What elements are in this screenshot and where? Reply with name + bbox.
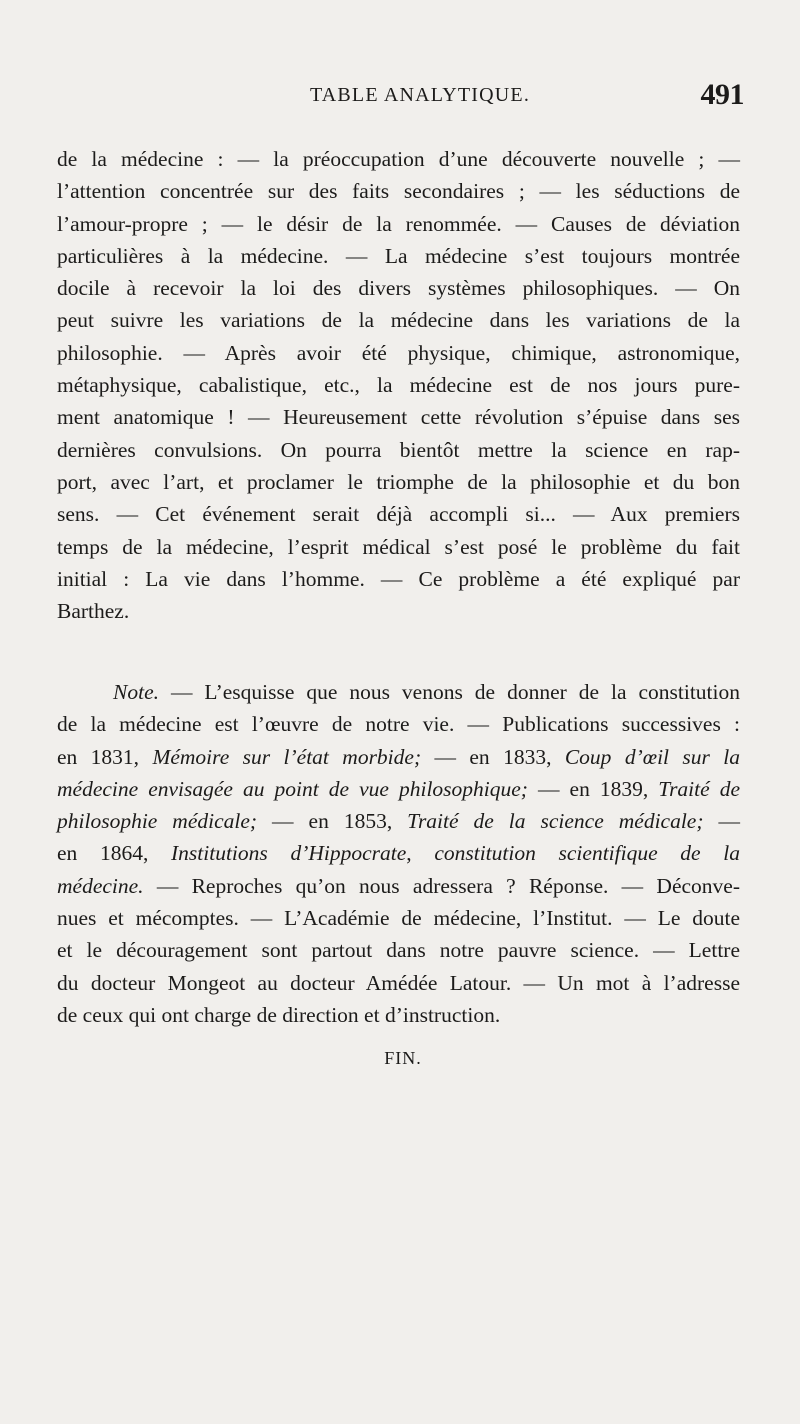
publication-title: Institutions d’Hippocrate	[171, 841, 407, 866]
page-number: 491	[700, 78, 744, 111]
note-line: nues et mécomptes. — L’Académie de médecine, l’Institut. — Le doute	[57, 906, 740, 931]
main-paragraph	[57, 143, 740, 627]
note-line	[57, 773, 740, 805]
publication-title: Coup d’œil sur la	[564, 744, 741, 769]
note-text: — Reproches qu’on nous adressera ? Réponse. — Déconve-	[143, 873, 740, 898]
end-mark: FIN.	[384, 1048, 422, 1068]
text-line: l’amour-propre ; — le désir de la renommée. — Causes de déviation	[57, 211, 740, 236]
publication-title: médecine.	[57, 873, 144, 898]
text-line: Barthez.	[57, 599, 130, 624]
text-line: docile à recevoir la loi des divers systèmes philosophiques. — On	[57, 276, 740, 301]
note-line	[57, 837, 740, 869]
note-text: —	[703, 809, 740, 834]
note-line	[57, 805, 740, 837]
publication-title: Traité de la science médicale;	[407, 809, 704, 834]
publication-title: Traité de	[658, 776, 741, 801]
publication-title: philosophie médicale;	[57, 809, 258, 834]
page-header	[0, 80, 800, 120]
note-text: en 1864,	[57, 841, 172, 866]
note-text: ,	[406, 841, 435, 866]
note-text: — en 1833,	[421, 744, 565, 769]
text-line: particulières à la médecine. — La médecine s’est toujours montrée	[57, 243, 740, 268]
text-line: l’attention concentrée sur des faits secondaires ; — les séductions de	[57, 179, 740, 204]
note-line	[57, 741, 740, 773]
text-line: métaphysique, cabalistique, etc., la médecine est de nos jours pure-	[57, 373, 740, 398]
text-line: initial : La vie dans l’homme. — Ce problème a été expliqué par	[57, 566, 740, 591]
note-text: — L’esquisse que nous venons de donner de la constitution	[158, 680, 740, 704]
note-line: de ceux qui ont charge de direction et d’instruction.	[57, 1002, 501, 1027]
text-line: peut suivre les variations de la médecine dans les variations de la	[57, 308, 740, 333]
note-line: et le découragement sont partout dans notre pauvre science. — Lettre	[57, 938, 740, 963]
note-line	[57, 870, 740, 902]
text-line: ment anatomique ! — Heureusement cette révolution s’épuise dans ses	[57, 405, 740, 430]
text-line: port, avec l’art, et proclamer le triomphe de la philosophie et du bon	[57, 469, 740, 494]
text-line: dernières convulsions. On pourra bientôt mettre la science en rap-	[57, 437, 740, 462]
note-line: du docteur Mongeot au docteur Amédée Latour. — Un mot à l’adresse	[57, 970, 740, 995]
note-label: Note.	[113, 680, 159, 704]
text-line: sens. — Cet événement serait déjà accompli si... — Aux premiers	[57, 502, 740, 527]
publication-title: médecine envisagée au point de vue philosophique;	[57, 776, 528, 801]
text-line: temps de la médecine, l’esprit médical s’est posé le problème du fait	[57, 534, 740, 559]
text-line: de la médecine : — la préoccupation d’une découverte nouvelle ; —	[57, 147, 740, 171]
note-line	[57, 676, 740, 708]
note-line: de la médecine est l’œuvre de notre vie. — Publications successives :	[57, 712, 740, 737]
note-text: — en 1853,	[257, 809, 408, 834]
note-paragraph	[57, 676, 740, 1031]
publication-title: Mémoire sur l’état morbide;	[152, 744, 422, 769]
publication-title: constitution scientifique de la	[434, 841, 740, 866]
note-text: — en 1839,	[527, 776, 659, 801]
text-line: philosophie. — Après avoir été physique, chimique, astronomique,	[57, 340, 740, 365]
running-title: TABLE ANALYTIQUE.	[309, 84, 531, 106]
note-text: en 1831,	[57, 744, 153, 769]
